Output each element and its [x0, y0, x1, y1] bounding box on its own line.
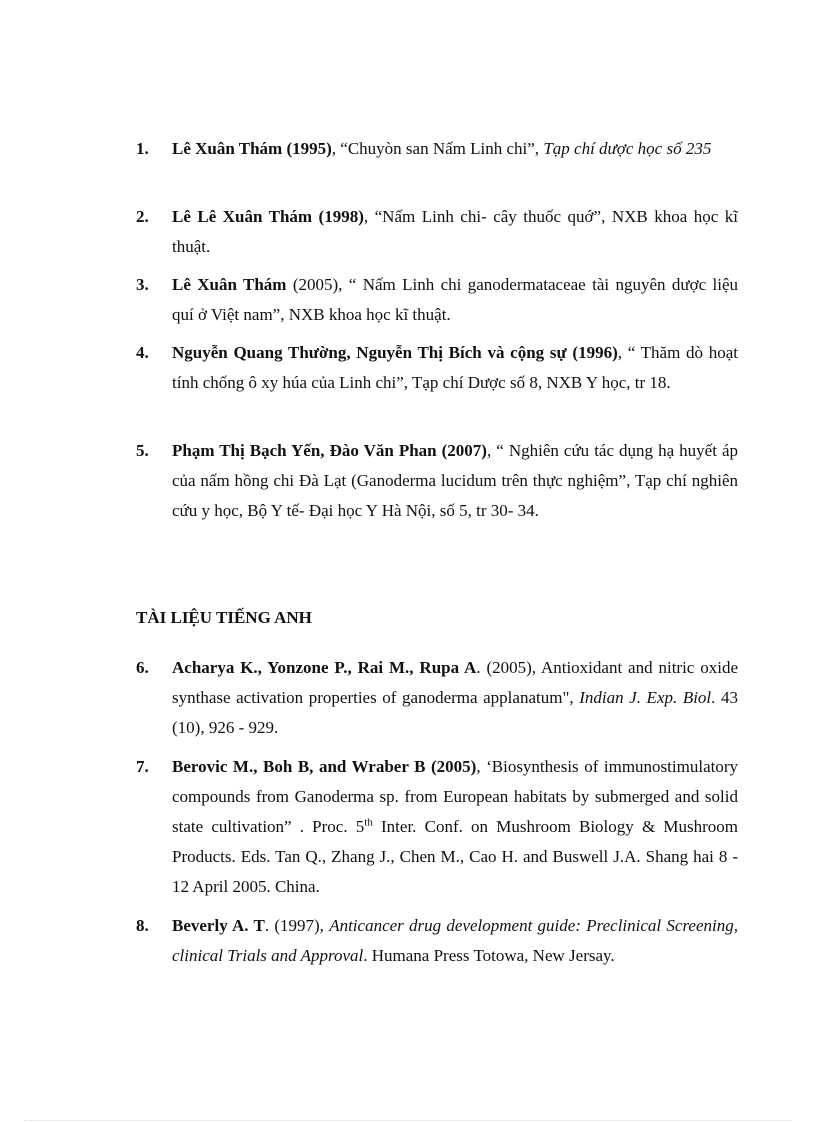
reference-detail: , “ Thăm dò hoạt tính chống ô xy húa của Linh chi”, Tạp chí Dược số 8, NXB Y học, tr 18. [172, 343, 738, 392]
reference-authors: Nguyễn Quang Thường, Nguyễn Thị Bích và cộng sự (1996) [172, 343, 618, 362]
reference-authors: Berovic M., Boh B, and Wraber B (2005) [172, 757, 477, 776]
reference-number: 1. [136, 139, 149, 158]
reference-authors: Phạm Thị Bạch Yến, Đào Văn Phan (2007) [172, 441, 487, 460]
reference-item [136, 270, 738, 330]
page-bottom-divider [24, 1120, 792, 1121]
reference-detail: , “Chuyòn san Nấm Linh chi”, [331, 139, 544, 158]
reference-number: 4. [136, 343, 149, 362]
reference-number: 8. [136, 916, 149, 935]
reference-authors: Lê Xuân Thám (1995) [172, 139, 332, 158]
reference-number: 6. [136, 658, 149, 677]
reference-journal: Anticancer drug development guide: Preclinical Screening, clinical Trials and Approval [172, 916, 738, 965]
reference-number: 2. [136, 207, 149, 226]
reference-item [136, 338, 738, 398]
reference-authors: Lê Lê Xuân Thám (1998) [172, 207, 364, 226]
reference-authors: Lê Xuân Thám [172, 275, 287, 294]
reference-authors: Beverly A. T [172, 916, 265, 935]
reference-text [172, 436, 738, 526]
reference-text [172, 202, 738, 262]
reference-text [172, 653, 738, 743]
superscript: th [364, 816, 373, 829]
reference-detail: (2005), “ Nấm Linh chi ganodermataceae tài nguyên dược liệu quí ở Việt nam”, NXB khoa học kĩ thuật. [172, 275, 738, 324]
reference-text [172, 338, 738, 398]
reference-detail: . Humana Press Totowa, New Jersay. [363, 946, 615, 965]
reference-detail: . (2005), Antioxidant and nitric oxide synthase activation properties of ganoderma applanatum", [172, 658, 738, 707]
reference-journal: Indian J. Exp. Biol [579, 688, 712, 707]
reference-detail: , “Nấm Linh chi- cây thuốc quớ”, NXB khoa học kĩ thuật. [172, 207, 738, 256]
reference-detail: , ‘Biosynthesis of immunostimulatory compounds from Ganoderma sp. from European habitats by submerged and solid state cultivation” . Proc. 5 [172, 757, 738, 836]
reference-authors: Acharya K., Yonzone P., Rai M., Rupa A [172, 658, 477, 677]
reference-text [172, 911, 738, 971]
section-heading: TÀI LIỆU TIẾNG ANH [136, 608, 312, 627]
reference-item [136, 752, 738, 902]
reference-item [136, 911, 738, 971]
reference-number: 3. [136, 275, 149, 294]
reference-detail: . 43 (10), 926 - 929. [172, 688, 738, 737]
reference-number: 7. [136, 757, 149, 776]
reference-text [172, 134, 738, 164]
reference-detail: , “ Nghiên cứu tác dụng hạ huyết áp của nấm hồng chi Đà Lạt (Ganoderma lucidum trên thực nghiệm”, Tạp chí nghiên cứu y học, Bộ Y tế- Đại học Y Hà Nội, số 5, tr 30- 34. [172, 441, 738, 520]
reference-detail: Inter. Conf. on Mushroom Biology & Mushroom Products. Eds. Tan Q., Zhang J., Chen M., Cao H. and Buswell J.A. Shang hai 8 - 12 April 2005. China. [172, 817, 738, 896]
reference-item [136, 436, 738, 526]
reference-item [136, 202, 738, 262]
reference-number: 5. [136, 441, 149, 460]
reference-text [172, 270, 738, 330]
reference-text [172, 752, 738, 902]
reference-item [136, 653, 738, 743]
reference-item [136, 134, 738, 164]
reference-detail: . (1997), [264, 916, 330, 935]
reference-journal: Tạp chí dược học số 235 [543, 139, 712, 158]
